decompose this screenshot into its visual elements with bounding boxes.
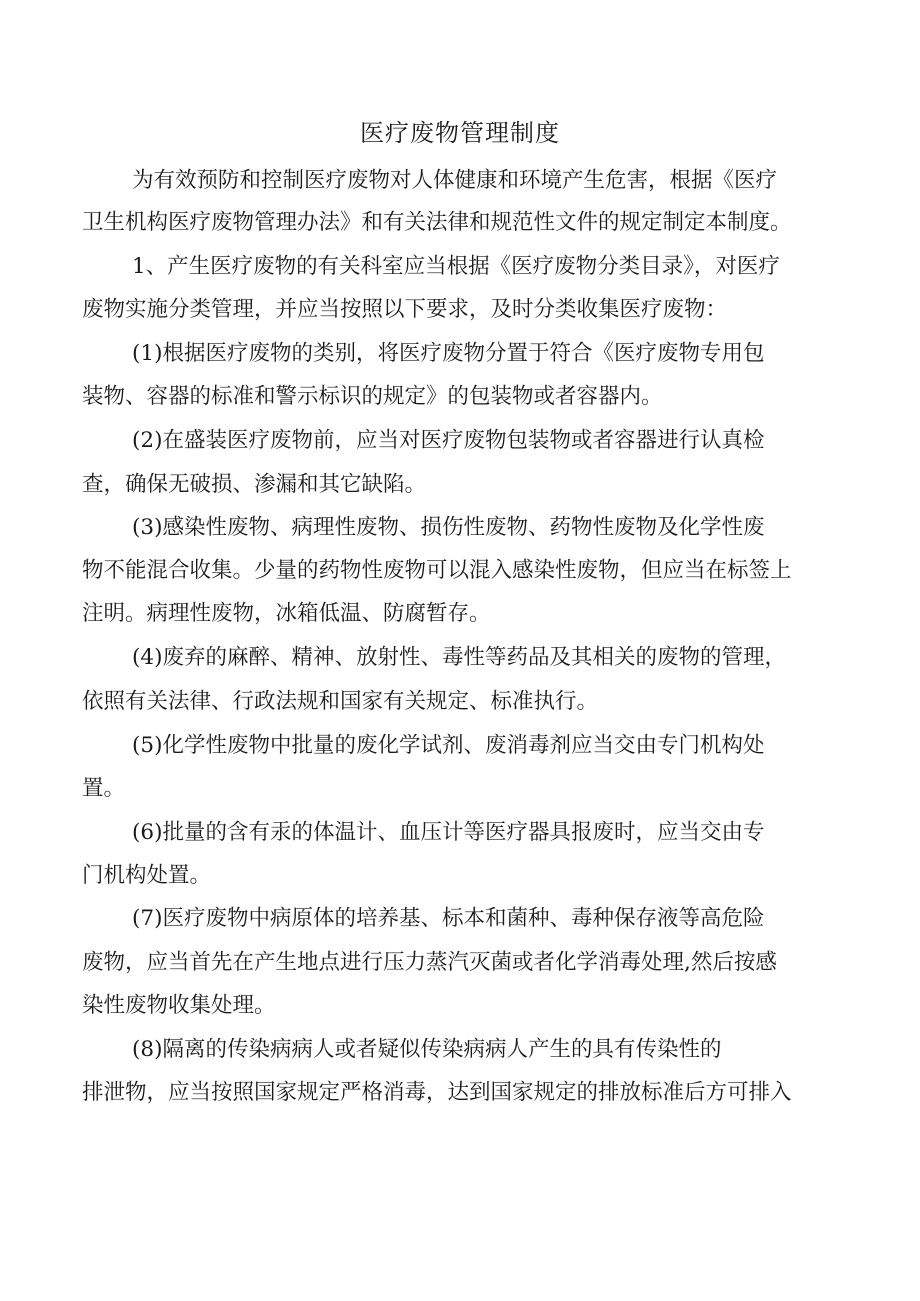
- text-line: 依照有关法律、行政法规和国家有关规定、标准执行。: [82, 689, 599, 714]
- text-line: 废物，应当首先在产生地点进行压力蒸汽灭菌或者化学消毒处理,然后按感: [82, 950, 777, 975]
- text-line: (3)感染性废物、病理性废物、损伤性废物、药物性废物及化学性废: [132, 515, 765, 540]
- text-line: 注明。病理性废物，冰箱低温、防腐暂存。: [82, 601, 491, 626]
- text-line: (4)废弃的麻醉、精神、放射性、毒性等药品及其相关的废物的管理，: [132, 645, 786, 670]
- text-line: (6)批量的含有汞的体温计、血压计等医疗器具报废时，应当交由专: [132, 820, 765, 845]
- text-line: 卫生机构医疗废物管理办法》和有关法律和规范性文件的规定制定本制度。: [82, 210, 792, 235]
- text-line: (7)医疗废物中病原体的培养基、标本和菌种、毒种保存液等高危险: [132, 906, 765, 931]
- text-line: (1)根据医疗废物的类别，将医疗废物分置于符合《医疗废物专用包: [132, 341, 765, 366]
- text-line: 为有效预防和控制医疗废物对人体健康和环境产生危害，根据《医疗: [132, 168, 778, 193]
- text-line: (8)隔离的传染病病人或者疑似传染病病人产生的具有传染性的: [132, 1037, 722, 1062]
- text-line: (5)化学性废物中批量的废化学试剂、废消毒剂应当交由专门机构处: [132, 733, 765, 758]
- text-line: (2)在盛装医疗废物前，应当对医疗废物包装物或者容器进行认真检: [132, 428, 765, 453]
- text-line: 染性废物收集处理。: [82, 993, 276, 1018]
- text-line: 门机构处置。: [82, 863, 212, 888]
- text-line: 废物实施分类管理，并应当按照以下要求，及时分类收集医疗废物：: [82, 297, 728, 322]
- text-line: 排泄物，应当按照国家规定严格消毒，达到国家规定的排放标准后方可排入: [82, 1080, 792, 1105]
- text-line: 1、产生医疗废物的有关科室应当根据《医疗废物分类目录》，对医疗: [132, 254, 780, 279]
- document-title: 医疗废物管理制度: [360, 119, 560, 147]
- text-line: 查，确保无破损、渗漏和其它缺陷。: [82, 472, 427, 497]
- text-line: 置。: [82, 776, 126, 801]
- text-line: 物不能混合收集。少量的药物性废物可以混入感染性废物，但应当在标签上: [82, 558, 792, 583]
- text-line: 装物、容器的标准和警示标识的规定》的包装物或者容器内。: [82, 384, 663, 409]
